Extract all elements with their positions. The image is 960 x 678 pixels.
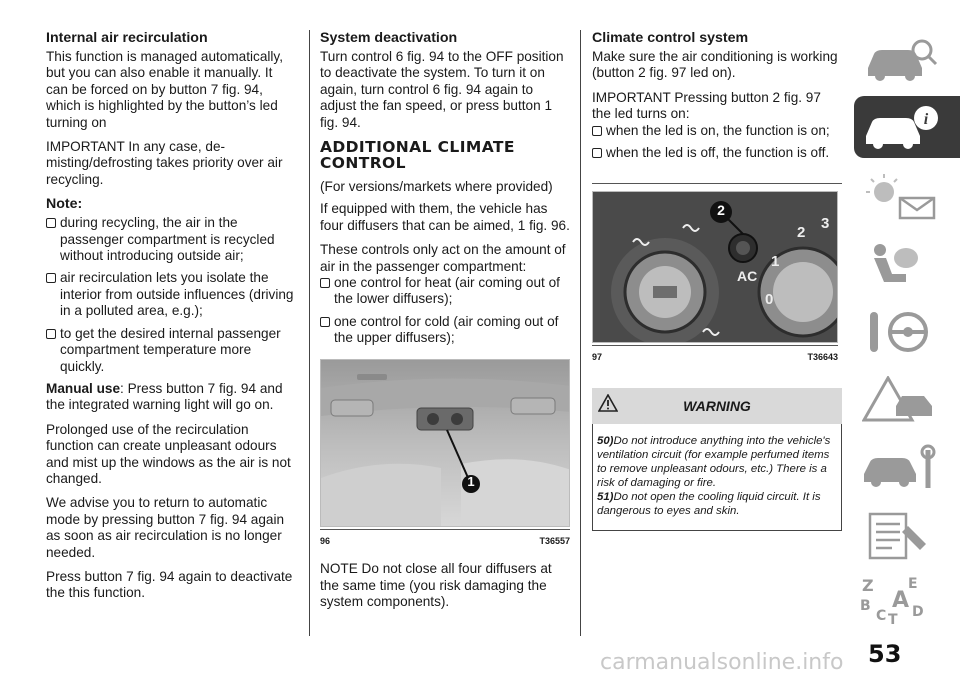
index-letter: A [892,588,910,613]
checkbox-bullet-icon [320,278,330,288]
column-1 [46,30,298,610]
paragraph: Prolonged use of the recirculation function can create unpleasant odours and mist up the windows as the air is not changed. [46,421,291,486]
car-info-icon [862,104,942,152]
list-item: during recycling, the air in the passenger compartment is recycled without introducing outside air; [46,215,298,264]
figure-caption: 97 T36643 [592,345,838,365]
callout-number: 1 [467,473,475,489]
heading-internal-air-recirculation: Internal air recirculation [46,30,208,46]
panel-label: 0 [765,291,774,309]
list-item: when the led is on, the function is on; [592,123,842,139]
paragraph: IMPORTANT Pressing button 2 fig. 97 the led turns on: [592,89,821,122]
warning-item: 51)Do not open the cooling liquid circuit. It is dangerous to eyes and skin. [597,490,821,517]
tab-instrument-panel[interactable] [854,96,960,158]
column-divider [309,30,310,636]
paragraph: (For versions/markets where provided) [320,179,553,195]
tab-in-emergency[interactable] [854,368,960,430]
paragraph-note: NOTE Do not close all four diffusers at the same time (you risk damaging the system components). [320,561,552,609]
paragraph: Press button 7 fig. 94 again to deactivate the this function. [46,568,293,601]
warning-header [592,388,842,424]
key-steering-icon [862,308,942,356]
checkbox-bullet-icon [46,273,56,283]
heading-additional-climate-control: ADDITIONAL CLIMATE CONTROL [320,138,515,173]
list-item: air recirculation lets you isolate the interior from outside influences (driving in a polluted area, e.g.); [46,270,298,319]
column-3 [592,30,842,531]
airbag-seat-icon [862,240,942,288]
panel-label: AC [737,268,758,285]
paragraph: This function is managed automatically, but you can also enable it manually. It can be forced on by button 7 fig. 94, which is highlighted by the button’s led turning on [46,49,284,130]
index-letter: C [876,608,887,624]
checkbox-bullet-icon [592,148,602,158]
lights-message-icon [862,172,942,220]
checkbox-bullet-icon [46,218,56,228]
paragraph: Turn control 6 fig. 94 to the OFF position to deactivate the system. To turn it on again, turn control 6 fig. 94 again to adjust the fan speed, or press button 1 fig. 94. [320,49,564,130]
figure-96-rear-diffusers [320,359,570,527]
car-warning-triangle-icon [862,376,942,424]
warning-body [592,424,842,531]
list-item: when the led is off, the function is off. [592,145,842,161]
figure-caption: 96 T36557 [320,529,570,549]
paragraph: Make sure the air conditioning is working (button 2 fig. 97 led on). [592,49,838,81]
list-item: one control for cold (air coming out of the upper diffusers); [320,314,570,347]
paragraph: These controls only act on the amount of air in the passenger compartment: [320,242,566,274]
paragraph: If equipped with them, the vehicle has four diffusers that can be aimed, 1 fig. 96. [320,201,570,233]
tab-safety[interactable] [854,232,960,294]
index-letter: Z [862,576,874,595]
list-item: to get the desired internal passenger compartment temperature more quickly. [46,326,298,375]
warning-item: 50)Do not introduce anything into the vehicle's ventilation circuit (for example perfumed items to remove unpleasant odours, etc.) There is a risk of damaging or fire. [597,434,831,489]
index-letter: D [912,604,924,620]
callout-number: 2 [717,202,725,219]
paragraph-manual-use: Manual use: Press button 7 fig. 94 and the integrated warning light will go on. [46,380,283,413]
chapter-sidebar [854,28,960,640]
tab-getting-to-know-car[interactable] [854,28,960,90]
note-label: Note: [46,196,83,213]
figure-97-wrapper [592,183,842,365]
watermark: carmanualsonline.info [600,650,844,675]
checklist-icon [862,512,942,560]
heading-system-deactivation: System deactivation [320,30,458,46]
checkbox-bullet-icon [46,329,56,339]
svg-text:i: i [923,111,929,128]
index-letter: B [860,598,871,614]
index-letter: T [888,612,898,628]
tab-warning-lights[interactable] [854,164,960,226]
car-search-icon [862,36,942,84]
panel-label: 3 [821,215,830,233]
tab-starting-driving[interactable] [854,300,960,362]
tab-index[interactable] [854,572,960,634]
panel-label: 2 [797,224,806,242]
paragraph: IMPORTANT In any case, de-misting/defrosting takes priority over air recycling. [46,139,283,187]
column-divider [580,30,581,636]
panel-label: 1 [771,253,780,271]
car-service-icon [862,444,942,492]
column-2 [320,30,570,618]
tab-maintenance[interactable] [854,436,960,498]
roof-diffusers-illustration [321,360,570,527]
checkbox-bullet-icon [320,317,330,327]
list-item: one control for heat (air coming out of the lower diffusers); [320,275,570,308]
paragraph: We advise you to return to automatic mode by pressing button 7 fig. 94 again as soon as air recirculation is no longer needed. [46,495,285,560]
heading-climate-control-system: Climate control system [592,30,749,46]
tab-technical-data[interactable] [854,504,960,566]
figure-97-ac-panel [592,191,838,343]
warning-title: WARNING [683,397,751,414]
page-number: 53 [868,640,902,668]
index-letter: E [908,576,918,592]
checkbox-bullet-icon [592,126,602,136]
